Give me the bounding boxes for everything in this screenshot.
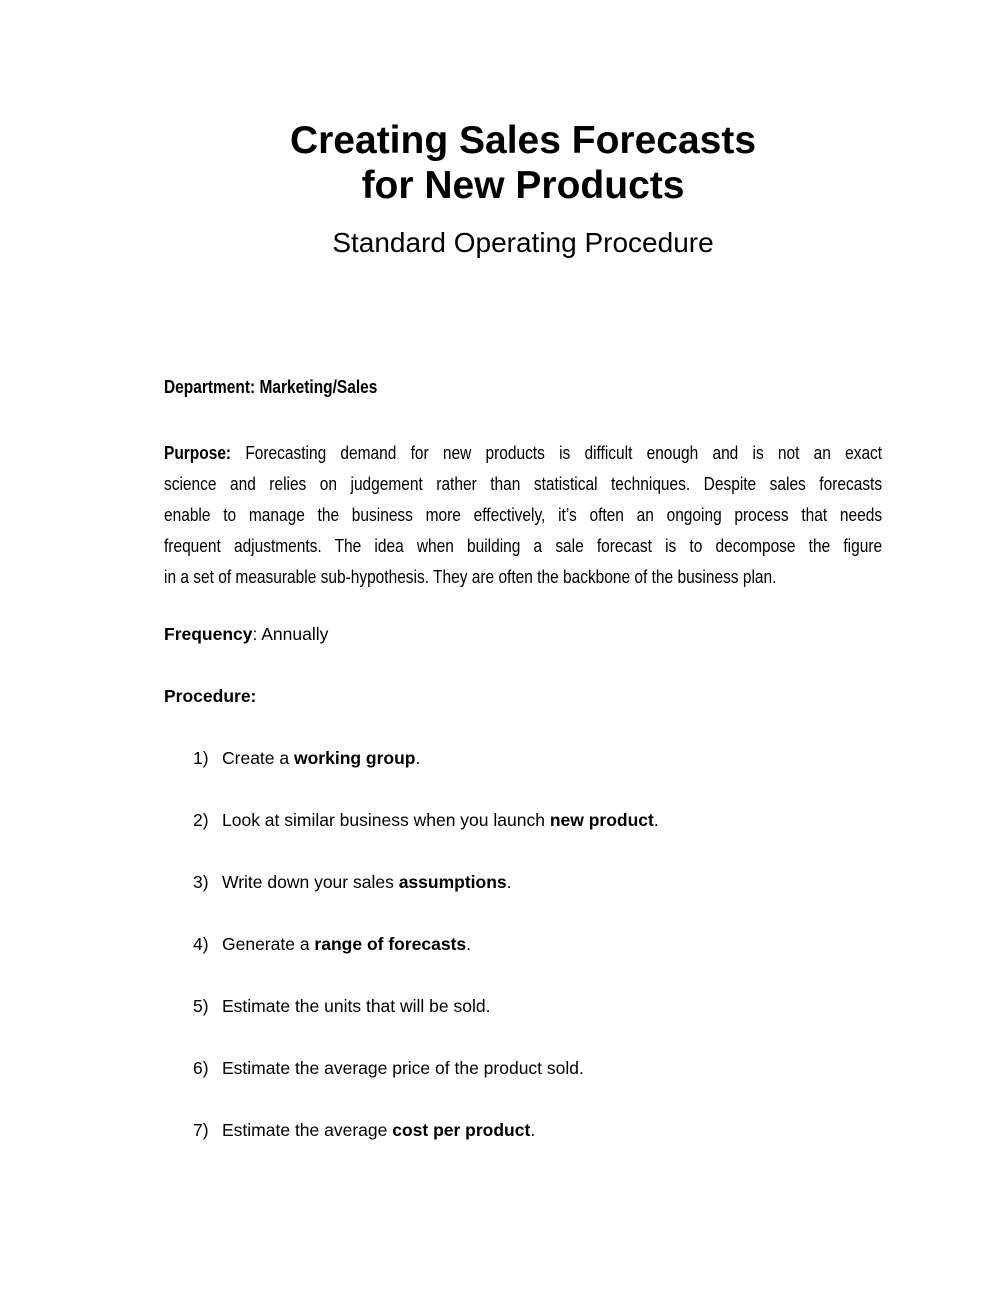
document-title-line-1: Creating Sales Forecasts <box>289 119 757 162</box>
step-number: 6) <box>193 1058 209 1078</box>
step-emphasis: cost per product <box>392 1120 531 1140</box>
step-number: 2) <box>193 810 209 830</box>
step-emphasis: range of forecasts <box>314 934 467 954</box>
procedure-step <box>193 1058 659 1120</box>
frequency-label: Frequency <box>164 624 253 644</box>
step-punct: . <box>506 872 512 892</box>
procedure-step <box>193 810 659 872</box>
procedure-step <box>193 996 659 1058</box>
step-punct: . <box>653 810 659 830</box>
step-number: 4) <box>193 934 209 954</box>
procedure-step <box>193 748 659 810</box>
frequency-field <box>164 624 328 644</box>
purpose-line-3: enable to manage the business more effectively, it’s often an ongoing process that needs <box>164 505 883 525</box>
step-number: 5) <box>193 996 209 1016</box>
frequency-value: : Annually <box>252 624 329 644</box>
step-text: Estimate the average price of the product sold. <box>222 1058 584 1078</box>
document-subtitle: Standard Operating Procedure <box>332 227 714 258</box>
step-text: Estimate the units that will be sold. <box>222 996 491 1016</box>
procedure-step <box>193 1120 659 1182</box>
step-text: Create a <box>222 748 294 768</box>
step-text: Look at similar business when you launch <box>222 810 550 830</box>
department-label: Department: <box>164 377 256 397</box>
step-text: Generate a <box>222 934 315 954</box>
step-emphasis: new product <box>549 810 654 830</box>
procedure-step <box>193 872 659 934</box>
step-number: 1) <box>193 748 209 768</box>
step-punct: . <box>415 748 421 768</box>
procedure-step <box>193 934 659 996</box>
step-punct: . <box>466 934 472 954</box>
step-text: Estimate the average <box>222 1120 393 1140</box>
step-number: 7) <box>193 1120 209 1140</box>
document-title-line-2: for New Products <box>361 164 685 207</box>
department-field <box>164 377 377 397</box>
purpose-line-1 <box>164 438 882 469</box>
step-emphasis: working group <box>293 748 416 768</box>
department-value: Marketing/Sales <box>259 377 378 397</box>
procedure-heading: Procedure: <box>164 686 257 706</box>
step-number: 3) <box>193 872 209 892</box>
purpose-line-2: science and relies on judgement rather than statistical techniques. Despite sales forecasts <box>164 474 883 494</box>
purpose-line-4: frequent adjustments. The idea when building a sale forecast is to decompose the figure <box>164 536 883 556</box>
step-text: Write down your sales <box>222 872 399 892</box>
procedure-steps <box>193 748 659 1182</box>
purpose-paragraph <box>164 438 882 593</box>
step-punct: . <box>530 1120 536 1140</box>
purpose-text: Forecasting demand for new products is difficult enough and is not an exact <box>231 443 883 463</box>
step-emphasis: assumptions <box>398 872 507 892</box>
purpose-label: Purpose: <box>164 443 232 463</box>
purpose-line-5: in a set of measurable sub-hypothesis. They are often the backbone of the business plan. <box>164 567 777 587</box>
